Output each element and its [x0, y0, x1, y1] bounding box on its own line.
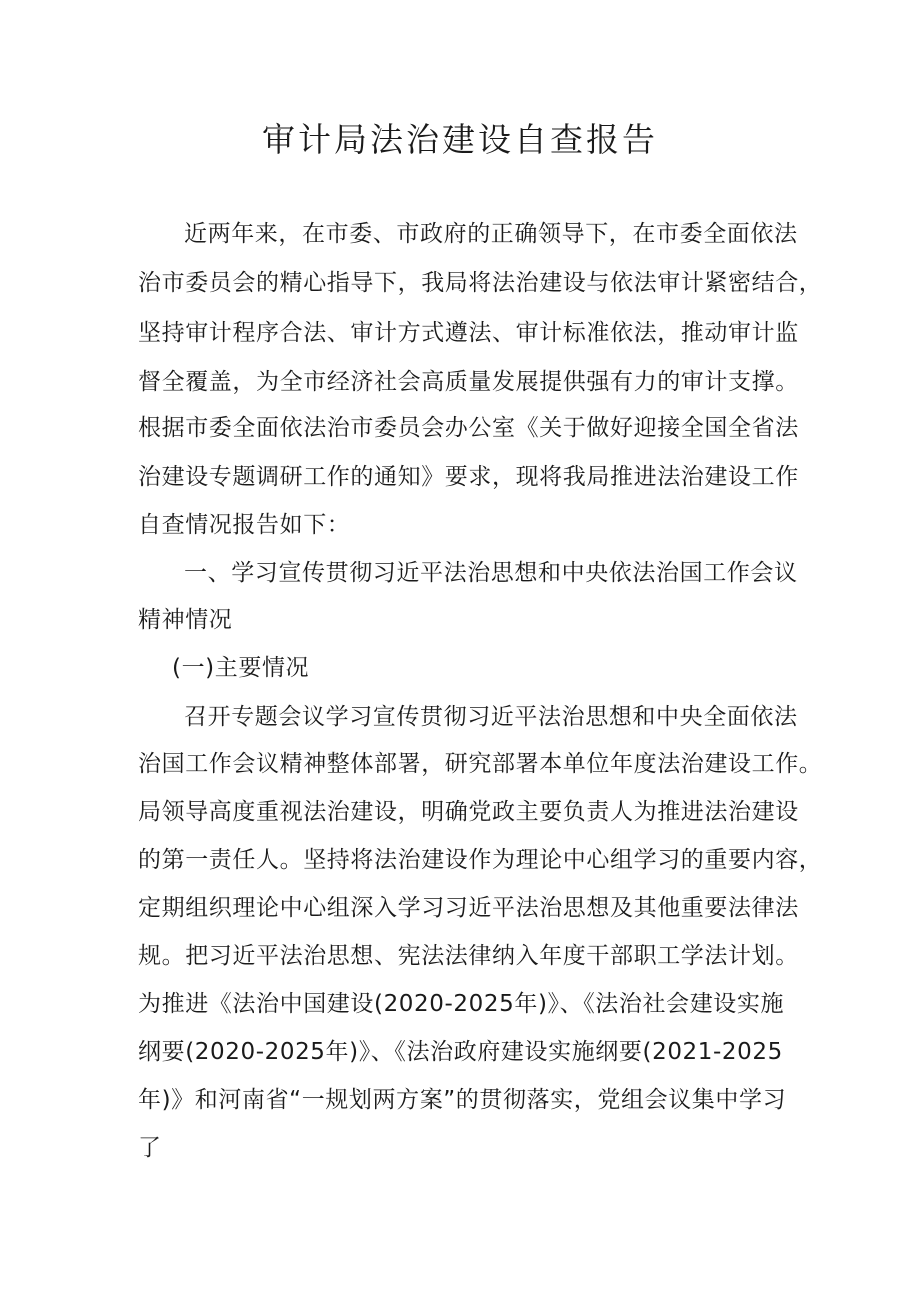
paragraph-line: 了: [138, 1135, 162, 1161]
paragraph-line: 的第一责任人。坚持将法治建设作为理论中心组学习的重要内容，: [138, 847, 823, 873]
paragraph-line: 治市委员会的精心指导下，我局将法治建设与依法审计紧密结合，: [138, 270, 823, 296]
paragraph-line: 规。把习近平法治思想、宪法法律纳入年度干部职工学法计划。: [138, 943, 799, 969]
paragraph-line: 纲要(2020-2025年)》、《法治政府建设实施纲要(2021-2025: [138, 1039, 783, 1065]
paragraph-line: 坚持审计程序合法、审计方式遵法、审计标准依法，推动审计监: [138, 320, 799, 346]
paragraph-line: 为推进《法治中国建设(2020-2025年)》、《法治社会建设实施: [138, 991, 785, 1017]
section-heading: 一、学习宣传贯彻习近平法治思想和中央依法治国工作会议: [184, 560, 798, 586]
paragraph-line: 治建设专题调研工作的通知》要求，现将我局推进法治建设工作: [138, 464, 799, 490]
subsection-heading: (一)主要情况: [172, 655, 310, 681]
paragraph-line: 年)》和河南省“一规划两方案”的贯彻落实，党组会议集中学习: [138, 1087, 787, 1113]
paragraph-line: 定期组织理论中心组深入学习习近平法治思想及其他重要法律法: [138, 895, 799, 921]
paragraph-line: 局领导高度重视法治建设，明确党政主要负责人为推进法治建设: [138, 799, 799, 825]
paragraph-line: 根据市委全面依法治市委员会办公室《关于做好迎接全国全省法: [138, 415, 799, 441]
paragraph-line: 督全覆盖，为全市经济社会高质量发展提供强有力的审计支撑。: [138, 369, 799, 395]
paragraph-line: 召开专题会议学习宣传贯彻习近平法治思想和中央全面依法: [184, 704, 798, 730]
paragraph-line: 治国工作会议精神整体部署，研究部署本单位年度法治建设工作。: [138, 751, 823, 777]
document-title: 审计局法治建设自查报告: [262, 120, 658, 159]
paragraph-line: 近两年来，在市委、市政府的正确领导下，在市委全面依法: [184, 221, 798, 247]
section-heading: 精神情况: [138, 607, 233, 633]
paragraph-line: 自查情况报告如下：: [138, 512, 351, 538]
